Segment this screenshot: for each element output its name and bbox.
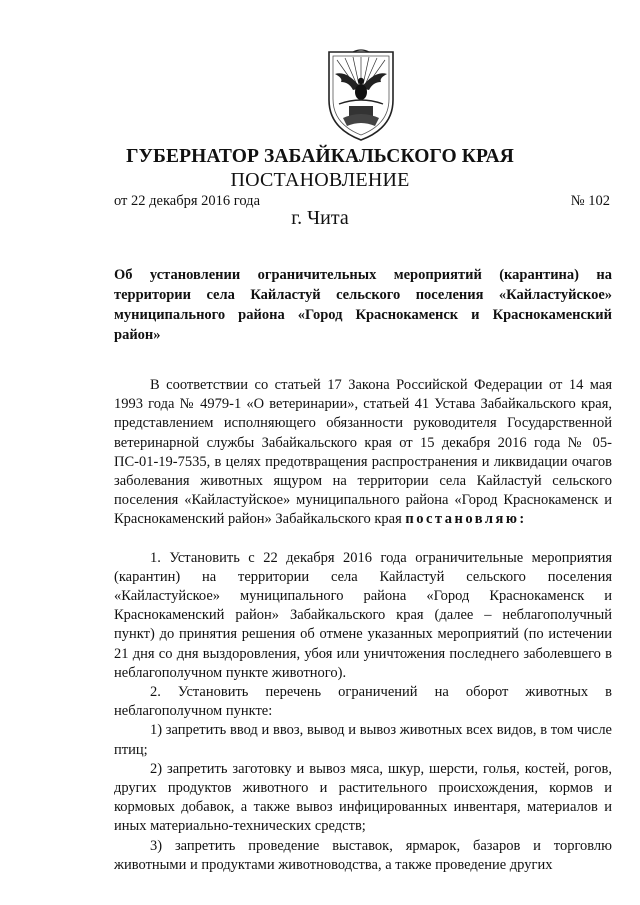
document-type: ПОСТАНОВЛЕНИЕ bbox=[230, 169, 410, 191]
paragraph-2-item-1: 1) запретить ввод и ввоз, вывод и вывоз животных всех видов, в том числе птиц; bbox=[114, 722, 612, 758]
resolve-word: постановляю: bbox=[405, 511, 527, 528]
intro-paragraph bbox=[114, 376, 612, 530]
document-number: № 102 bbox=[570, 193, 610, 209]
intro-text: В соответствии со статьей 17 Закона Российской Федерации от 14 мая 1993 года № 4979-1 «О ветеринарии», статьей 41 Устава Забайкальского края, представлением исполняющего обязанности руководителя Государственной ветеринарной службы Забайкальского края от 15 декабря 2016 года № 05-ПС-01-19-7535, в целях предотвращения распространения и ликвидации очагов заболевания животных ящуром на территории села Кайластуй сельского поселения «Кайластуйское» муниципального района «Город Краснокаменск и Краснокаменский район» Забайкальского края bbox=[114, 377, 612, 528]
document-date: от 22 декабря 2016 года bbox=[114, 193, 260, 209]
authority-title: ГУБЕРНАТОР ЗАБАЙКАЛЬСКОГО КРАЯ bbox=[126, 146, 514, 167]
paragraph-2-item-2: 2) запретить заготовку и вывоз мяса, шкур, шерсти, голья, костей, рогов, других продуктов животного и растительного происхождения, кормов и кормовых добавок, а также вывоз инфицированных инвентаря, материалов и иных материально-технических средств; bbox=[114, 760, 612, 835]
document-body bbox=[114, 376, 612, 875]
document-city: г. Чита bbox=[291, 207, 349, 229]
document-subject: Об установлении ограничительных мероприятий (карантина) на территории села Кайластуй сельского поселения «Кайластуйское» муниципального района «Город Краснокаменск и Краснокаменский район» bbox=[114, 267, 612, 343]
paragraph-2-item-3: 3) запретить проведение выставок, ярмарок, базаров и торговлю животными и продуктами животноводства, а также проведение других bbox=[114, 837, 612, 873]
paragraph-2: 2. Установить перечень ограничений на оборот животных в неблагополучном пункте: bbox=[114, 684, 612, 720]
coat-of-arms-icon bbox=[323, 48, 399, 144]
paragraph-1: 1. Установить с 22 декабря 2016 года ограничительные мероприятия (карантин) на территории села Кайластуй сельского поселения «Кайластуйское» муниципального района «Город Краснокаменск и Краснокаменский район» Забайкальского края (далее – неблагополучный пункт) до принятия решения об отмене указанных мероприятий (по истечении 21 дня со дня выздоровления, убоя или уничтожения последнего заболевшего в неблагополучном пункте животного). bbox=[114, 549, 612, 681]
